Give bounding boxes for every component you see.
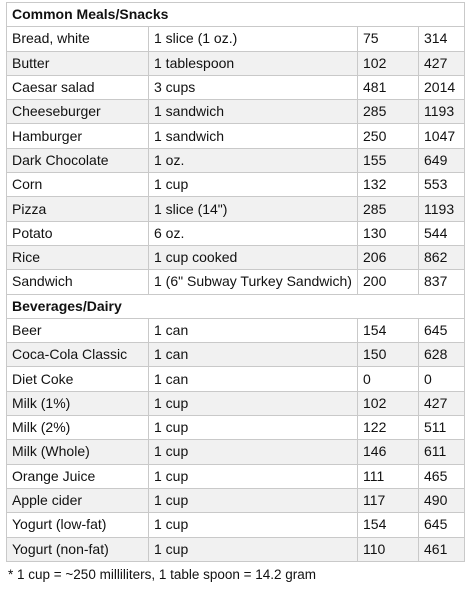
serving-size-cell: 1 can	[149, 367, 358, 391]
serving-size-cell: 1 tablespoon	[149, 51, 358, 75]
table-row	[7, 440, 465, 464]
calories-cell: 122	[358, 416, 419, 440]
calories-cell: 102	[358, 51, 419, 75]
serving-size-cell: 1 cup	[149, 464, 358, 488]
calories-cell: 150	[358, 343, 419, 367]
table-row	[7, 367, 465, 391]
serving-size-cell: 1 can	[149, 318, 358, 342]
kilojoules-cell: 461	[419, 537, 465, 561]
calories-cell: 154	[358, 318, 419, 342]
calories-cell: 102	[358, 391, 419, 415]
serving-size-cell: 1 cup cooked	[149, 245, 358, 269]
food-name-cell: Hamburger	[7, 124, 149, 148]
table-row	[7, 124, 465, 148]
section-header-row	[7, 294, 465, 318]
food-name-cell: Potato	[7, 221, 149, 245]
food-name-cell: Bread, white	[7, 27, 149, 51]
kilojoules-cell: 645	[419, 513, 465, 537]
calories-cell: 130	[358, 221, 419, 245]
calories-cell: 250	[358, 124, 419, 148]
serving-size-cell: 1 cup	[149, 440, 358, 464]
serving-size-cell: 3 cups	[149, 75, 358, 99]
table-row	[7, 27, 465, 51]
serving-size-cell: 1 oz.	[149, 148, 358, 172]
kilojoules-cell: 628	[419, 343, 465, 367]
section-title: Beverages/Dairy	[7, 294, 465, 318]
table-row	[7, 318, 465, 342]
table-body	[7, 3, 465, 562]
calories-cell: 132	[358, 173, 419, 197]
food-name-cell: Yogurt (non-fat)	[7, 537, 149, 561]
section-header-row	[7, 3, 465, 27]
calories-cell: 111	[358, 464, 419, 488]
kilojoules-cell: 649	[419, 148, 465, 172]
table-row	[7, 245, 465, 269]
kilojoules-cell: 862	[419, 245, 465, 269]
kilojoules-cell: 553	[419, 173, 465, 197]
table-row	[7, 513, 465, 537]
kilojoules-cell: 314	[419, 27, 465, 51]
kilojoules-cell: 1047	[419, 124, 465, 148]
food-name-cell: Milk (Whole)	[7, 440, 149, 464]
food-name-cell: Corn	[7, 173, 149, 197]
food-name-cell: Pizza	[7, 197, 149, 221]
calories-cell: 110	[358, 537, 419, 561]
table-row	[7, 75, 465, 99]
calories-cell: 154	[358, 513, 419, 537]
food-name-cell: Caesar salad	[7, 75, 149, 99]
table-row	[7, 51, 465, 75]
serving-size-cell: 6 oz.	[149, 221, 358, 245]
food-name-cell: Diet Coke	[7, 367, 149, 391]
food-name-cell: Rice	[7, 245, 149, 269]
section-title: Common Meals/Snacks	[7, 3, 465, 27]
calorie-table	[6, 2, 465, 562]
food-name-cell: Dark Chocolate	[7, 148, 149, 172]
food-name-cell: Cheeseburger	[7, 100, 149, 124]
calories-cell: 206	[358, 245, 419, 269]
calories-cell: 117	[358, 488, 419, 512]
table-row	[7, 173, 465, 197]
serving-size-cell: 1 (6" Subway Turkey Sandwich)	[149, 270, 358, 294]
serving-size-cell: 1 cup	[149, 173, 358, 197]
serving-size-cell: 1 cup	[149, 488, 358, 512]
food-name-cell: Coca-Cola Classic	[7, 343, 149, 367]
food-name-cell: Milk (1%)	[7, 391, 149, 415]
serving-size-cell: 1 sandwich	[149, 100, 358, 124]
kilojoules-cell: 427	[419, 391, 465, 415]
food-name-cell: Yogurt (low-fat)	[7, 513, 149, 537]
serving-size-cell: 1 cup	[149, 513, 358, 537]
kilojoules-cell: 1193	[419, 197, 465, 221]
calories-cell: 200	[358, 270, 419, 294]
table-row	[7, 488, 465, 512]
table-row	[7, 537, 465, 561]
food-name-cell: Orange Juice	[7, 464, 149, 488]
kilojoules-cell: 2014	[419, 75, 465, 99]
kilojoules-cell: 490	[419, 488, 465, 512]
footnote: * 1 cup = ~250 milliliters, 1 table spoon = 14.2 gram	[8, 567, 317, 582]
calories-cell: 0	[358, 367, 419, 391]
calories-cell: 75	[358, 27, 419, 51]
table-row	[7, 148, 465, 172]
kilojoules-cell: 1193	[419, 100, 465, 124]
serving-size-cell: 1 can	[149, 343, 358, 367]
kilojoules-cell: 544	[419, 221, 465, 245]
calories-cell: 481	[358, 75, 419, 99]
serving-size-cell: 1 slice (1 oz.)	[149, 27, 358, 51]
food-name-cell: Beer	[7, 318, 149, 342]
table-row	[7, 391, 465, 415]
serving-size-cell: 1 cup	[149, 537, 358, 561]
table-row	[7, 343, 465, 367]
kilojoules-cell: 511	[419, 416, 465, 440]
table-row	[7, 464, 465, 488]
serving-size-cell: 1 cup	[149, 391, 358, 415]
table-row	[7, 416, 465, 440]
food-name-cell: Apple cider	[7, 488, 149, 512]
kilojoules-cell: 0	[419, 367, 465, 391]
kilojoules-cell: 645	[419, 318, 465, 342]
kilojoules-cell: 837	[419, 270, 465, 294]
serving-size-cell: 1 sandwich	[149, 124, 358, 148]
table-row	[7, 221, 465, 245]
calories-cell: 285	[358, 197, 419, 221]
calories-cell: 146	[358, 440, 419, 464]
serving-size-cell: 1 slice (14")	[149, 197, 358, 221]
calories-cell: 285	[358, 100, 419, 124]
calories-cell: 155	[358, 148, 419, 172]
kilojoules-cell: 427	[419, 51, 465, 75]
table-row	[7, 197, 465, 221]
table-row	[7, 100, 465, 124]
food-name-cell: Milk (2%)	[7, 416, 149, 440]
serving-size-cell: 1 cup	[149, 416, 358, 440]
food-name-cell: Sandwich	[7, 270, 149, 294]
table-row	[7, 270, 465, 294]
kilojoules-cell: 611	[419, 440, 465, 464]
food-name-cell: Butter	[7, 51, 149, 75]
kilojoules-cell: 465	[419, 464, 465, 488]
